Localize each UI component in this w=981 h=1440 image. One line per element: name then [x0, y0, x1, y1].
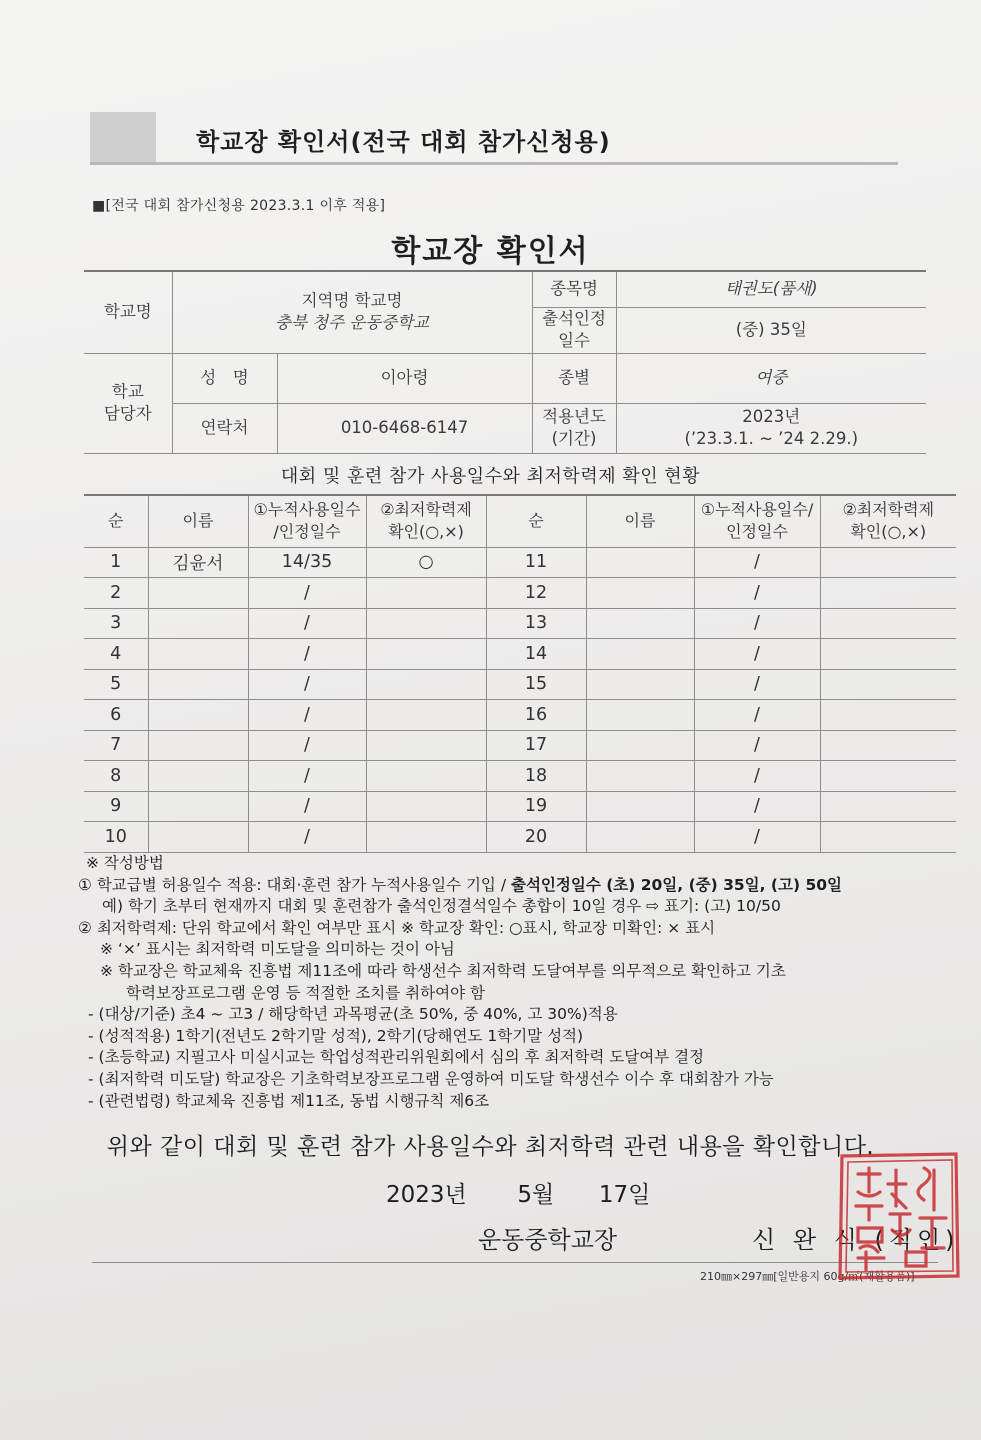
row-name-2	[586, 730, 694, 761]
row-no: 10	[84, 822, 148, 853]
row-check-2	[820, 730, 956, 761]
name-label: 성 명	[172, 353, 277, 403]
instructions	[78, 853, 958, 1112]
table-row	[84, 639, 956, 670]
row-check	[366, 608, 486, 639]
row-name-2	[586, 547, 694, 578]
row-no: 8	[84, 761, 148, 792]
row-name	[148, 822, 248, 853]
row-check-2	[820, 547, 956, 578]
row-check-2	[820, 761, 956, 792]
header-decoration-block	[90, 112, 156, 164]
row-no: 1	[84, 547, 148, 578]
row-days: 14/35	[248, 547, 366, 578]
row-check	[366, 730, 486, 761]
row-no-2: 11	[486, 547, 586, 578]
gender-value: 여중	[616, 353, 926, 403]
row-name-2	[586, 700, 694, 731]
row-no: 4	[84, 639, 148, 670]
row-days-2: /	[694, 669, 820, 700]
row-days-2: /	[694, 730, 820, 761]
row-check	[366, 761, 486, 792]
sport-value: 태권도(품새)	[616, 271, 926, 307]
col-header-check2: ②최저학력제 확인(○,×)	[820, 495, 956, 547]
instruction-line-5: ※ 학교장은 학교체육 진흥법 제11조에 따라 학생선수 최저학력 도달여부를 의무적으로 확인하고 기초	[100, 961, 786, 980]
row-name-2	[586, 791, 694, 822]
row-check	[366, 822, 486, 853]
table-row	[84, 669, 956, 700]
col-header-no2: 순	[486, 495, 586, 547]
col-header-no: 순	[84, 495, 148, 547]
year-value: 2023년	[742, 407, 801, 426]
row-days: /	[248, 730, 366, 761]
bottom-rule	[92, 1262, 938, 1263]
gender-label: 종별	[532, 353, 616, 403]
row-days: /	[248, 639, 366, 670]
row-check-2	[820, 791, 956, 822]
row-name-2	[586, 608, 694, 639]
instructions-title: ※ 작성방법	[86, 854, 164, 872]
table-row	[84, 791, 956, 822]
col-header-days2: ①누적사용일수/ 인정일수	[694, 495, 820, 547]
row-no-2: 19	[486, 791, 586, 822]
row-no-2: 18	[486, 761, 586, 792]
row-name	[148, 700, 248, 731]
row-no-2: 15	[486, 669, 586, 700]
issue-date	[386, 1176, 650, 1209]
row-no: 9	[84, 791, 148, 822]
name-value: 이아령	[277, 353, 532, 403]
row-no-2: 20	[486, 822, 586, 853]
school-principal: 운동중학교장	[478, 1226, 618, 1254]
table-row	[84, 730, 956, 761]
school-value: 충북 청주 운동중학교	[275, 313, 429, 333]
row-days-2: /	[694, 822, 820, 853]
row-name	[148, 730, 248, 761]
confirmation-text: 위와 같이 대회 및 훈련 참가 사용일수와 최저학력 관련 내용을 확인합니다.	[106, 1134, 875, 1160]
instruction-line-1	[78, 875, 958, 897]
row-check	[366, 578, 486, 609]
row-check-2	[820, 822, 956, 853]
row-no-2: 12	[486, 578, 586, 609]
year-label: 적용년도 (기간)	[532, 403, 616, 453]
col-header-name: 이름	[148, 495, 248, 547]
contact-label: 연락처	[172, 403, 277, 453]
table-header-row	[84, 495, 956, 547]
row-name-2	[586, 578, 694, 609]
row-check-2	[820, 700, 956, 731]
row-name-2	[586, 669, 694, 700]
header-title: 학교장 확인서(전국 대회 참가신청용)	[196, 128, 611, 156]
row-no: 2	[84, 578, 148, 609]
year-cell	[616, 403, 926, 453]
school-cell	[172, 271, 532, 353]
row-days-2: /	[694, 547, 820, 578]
instruction-line-9: - (초등학교) 지필고사 미실시교는 학업성적관리위원회에서 심의 후 최저학력 도달여부 결정	[88, 1048, 705, 1067]
row-check: ○	[366, 547, 486, 578]
days-value: (중) 35일	[616, 307, 926, 353]
table-row	[84, 608, 956, 639]
row-no-2: 14	[486, 639, 586, 670]
row-check-2	[820, 639, 956, 670]
row-no-2: 17	[486, 730, 586, 761]
instruction-line-1a: ① 학교급별 허용일수 적용: 대회·훈련 참가 누적사용일수 기입 /	[78, 875, 511, 894]
row-name-2	[586, 761, 694, 792]
row-name	[148, 791, 248, 822]
row-no: 5	[84, 669, 148, 700]
row-name	[148, 608, 248, 639]
row-days: /	[248, 700, 366, 731]
paper-spec: 210㎜×297㎜[일반용지 60g/㎡(재활용품)]	[700, 1270, 915, 1283]
instruction-line-3: ② 최저학력제: 단위 학교에서 확인 여부만 표시 ※ 학교장 확인: ○표시, 학교장 미확인: × 표시	[78, 918, 716, 937]
section-title: 대회 및 훈련 참가 사용일수와 최저학력제 확인 현황	[280, 466, 701, 487]
row-check-2	[820, 578, 956, 609]
row-name-2	[586, 822, 694, 853]
row-check	[366, 639, 486, 670]
date-month: 5월	[517, 1182, 555, 1208]
instruction-line-2: 예) 학기 초부터 현재까지 대회 및 훈련참가 출석인정결석일수 총합이 10일 경우 ⇨ 표기: (고) 10/50	[102, 897, 781, 916]
col-header-check: ②최저학력제 확인(○,×)	[366, 495, 486, 547]
row-check	[366, 791, 486, 822]
table-row	[84, 578, 956, 609]
official-seal-stamp	[836, 1148, 962, 1282]
header-underline	[90, 162, 898, 165]
row-days-2: /	[694, 791, 820, 822]
table-row	[84, 700, 956, 731]
col-header-days: ①누적사용일수 /인정일수	[248, 495, 366, 547]
contact-value: 010-6468-6147	[277, 403, 532, 453]
row-days-2: /	[694, 608, 820, 639]
instruction-line-11: - (관련법령) 학교체육 진흥법 제11조, 동법 시행규칙 제6조	[88, 1091, 490, 1110]
instruction-line-8: - (성적적용) 1학기(전년도 2학기말 성적), 2학기(당해연도 1학기말 성적)	[88, 1026, 584, 1045]
table-row	[84, 547, 956, 578]
row-days: /	[248, 791, 366, 822]
row-no: 7	[84, 730, 148, 761]
table-row	[84, 761, 956, 792]
document-title: 학교장 확인서	[391, 234, 590, 269]
instruction-line-6: 학력보장프로그램 운영 등 적절한 조치를 취하여야 함	[126, 983, 485, 1002]
staff-label: 학교 담당자	[84, 353, 172, 453]
date-year: 2023년	[386, 1182, 467, 1208]
days-label: 출석인정 일수	[532, 307, 616, 353]
table-row	[84, 822, 956, 853]
instruction-line-7: - (대상/기준) 초4 ~ 고3 / 해당학년 과목평균(초 50%, 중 40%, 고 30%)적용	[88, 1005, 618, 1024]
row-days-2: /	[694, 700, 820, 731]
period-value: (’23.3.1. ~ ’24 2.29.)	[684, 429, 859, 448]
row-no-2: 13	[486, 608, 586, 639]
row-days: /	[248, 669, 366, 700]
row-no: 3	[84, 608, 148, 639]
school-info-table	[84, 270, 926, 454]
row-check-2	[820, 669, 956, 700]
row-check	[366, 669, 486, 700]
row-days: /	[248, 822, 366, 853]
applicability-note: ■[전국 대회 참가신청용 2023.3.1 이후 적용]	[92, 198, 386, 214]
row-check	[366, 700, 486, 731]
row-name	[148, 578, 248, 609]
row-name	[148, 669, 248, 700]
instruction-line-10: - (최저학력 미도달) 학교장은 기초학력보장프로그램 운영하여 미도달 학생선수 이수 후 대회참가 가능	[88, 1069, 774, 1088]
row-days-2: /	[694, 639, 820, 670]
date-day: 17일	[598, 1182, 651, 1208]
school-label: 학교명	[84, 271, 172, 353]
row-name: 김윤서	[148, 547, 248, 578]
row-name	[148, 761, 248, 792]
principal-name: 신 완 식 (직인)	[752, 1226, 960, 1254]
row-name	[148, 639, 248, 670]
row-days: /	[248, 578, 366, 609]
row-days-2: /	[694, 761, 820, 792]
row-days: /	[248, 608, 366, 639]
school-header: 지역명 학교명	[301, 291, 403, 311]
row-name-2	[586, 639, 694, 670]
row-no: 6	[84, 700, 148, 731]
instruction-line-4: ※ ‘×’ 표시는 최저학력 미도달을 의미하는 것이 아님	[100, 940, 455, 959]
row-days-2: /	[694, 578, 820, 609]
sport-label: 종목명	[532, 271, 616, 307]
row-no-2: 16	[486, 700, 586, 731]
row-days: /	[248, 761, 366, 792]
status-table	[84, 494, 956, 853]
instruction-line-1b: 출석인정일수 (초) 20일, (중) 35일, (고) 50일	[510, 875, 843, 894]
col-header-name2: 이름	[586, 495, 694, 547]
row-check-2	[820, 608, 956, 639]
